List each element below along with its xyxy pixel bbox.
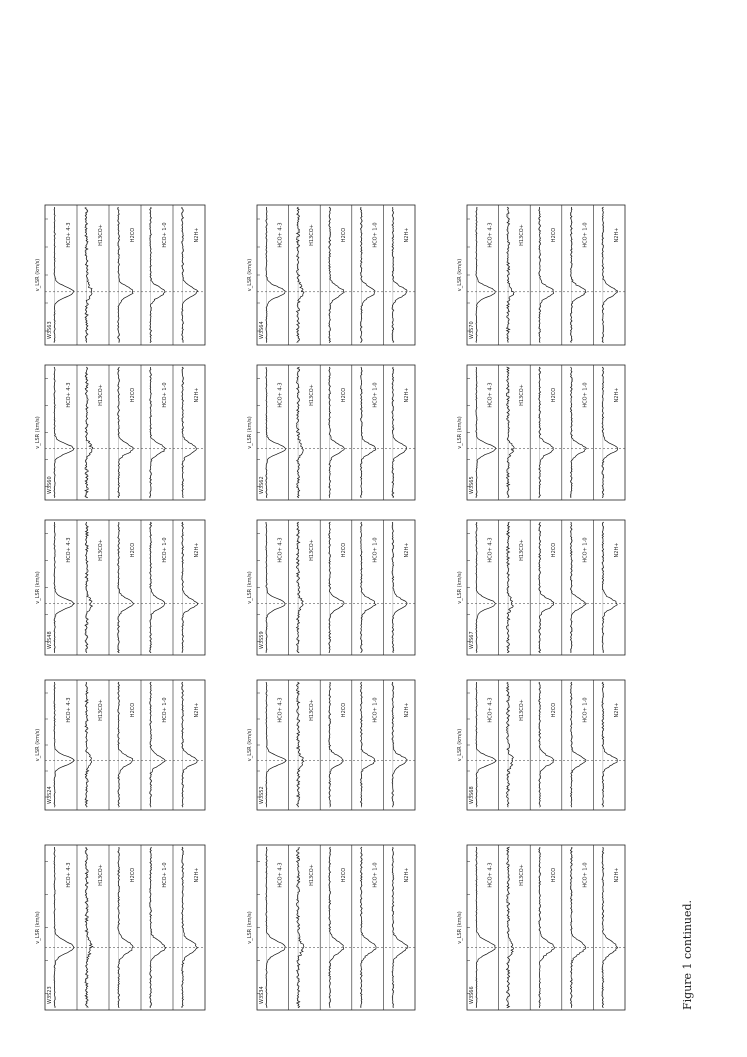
spectrum-trace xyxy=(507,522,514,653)
velocity-axis-label: v_LSR (km/s) xyxy=(247,258,253,292)
line-label: HCO+ 1-0 xyxy=(582,862,589,888)
spectrum-trace xyxy=(602,682,617,807)
line-label: H2CO xyxy=(340,542,347,558)
line-label: H13CO+ xyxy=(309,539,316,561)
spectrum-panel xyxy=(35,205,205,345)
line-label: HCO+ 4-3 xyxy=(277,862,284,888)
line-label: HCO+ 1-0 xyxy=(161,382,168,408)
spectrum-trace xyxy=(329,522,344,653)
spectrum-trace xyxy=(507,847,514,1008)
line-label: H13CO+ xyxy=(519,539,526,561)
spectrum-trace xyxy=(118,367,133,498)
source-label: W3S60 xyxy=(47,476,53,494)
line-label: H13CO+ xyxy=(519,864,526,886)
spectrum-panel xyxy=(35,845,205,1010)
spectrum-trace xyxy=(602,207,621,343)
source-label: W3S70 xyxy=(469,321,475,339)
source-label: W3S65 xyxy=(469,476,475,494)
spectrum-trace xyxy=(392,682,407,807)
line-label: HCO+ 4-3 xyxy=(65,537,72,563)
line-label: N2H+ xyxy=(404,867,411,883)
line-label: HCO+ 1-0 xyxy=(161,697,168,723)
line-label: HCO+ 1-0 xyxy=(372,382,379,408)
spectrum-trace xyxy=(539,522,554,653)
line-label: N2H+ xyxy=(193,542,200,558)
velocity-axis-label: v_LSR (km/s) xyxy=(457,728,463,762)
line-label: H2CO xyxy=(550,702,557,718)
line-label: H13CO+ xyxy=(519,699,526,721)
spectrum-panel xyxy=(457,205,625,345)
line-label: HCO+ 4-3 xyxy=(65,697,72,723)
line-label: H2CO xyxy=(340,227,347,243)
spectrum-trace xyxy=(507,207,515,343)
line-label: HCO+ 1-0 xyxy=(582,537,589,563)
source-label: W3S63 xyxy=(47,321,53,339)
source-label: W3S34 xyxy=(259,986,265,1004)
line-label: HCO+ 4-3 xyxy=(277,222,284,248)
spectrum-trace xyxy=(182,522,198,653)
spectrum-trace xyxy=(85,207,92,343)
source-label: W3S67 xyxy=(469,631,475,649)
spectrum-trace xyxy=(329,367,345,498)
line-label: H13CO+ xyxy=(97,699,104,721)
line-label: H2CO xyxy=(129,702,136,718)
spectrum-panel xyxy=(457,680,625,810)
line-label: HCO+ 4-3 xyxy=(277,537,284,563)
line-label: H2CO xyxy=(129,867,136,883)
line-label: H13CO+ xyxy=(97,864,104,886)
line-label: H2CO xyxy=(129,542,136,558)
spectrum-panel xyxy=(35,365,205,500)
spectrum-trace xyxy=(182,682,197,807)
velocity-axis-label: v_LSR (km/s) xyxy=(247,911,253,944)
spectrum-trace xyxy=(118,207,133,343)
line-label: N2H+ xyxy=(404,227,411,243)
line-label: H2CO xyxy=(129,387,136,403)
spectrum-trace xyxy=(329,682,343,807)
line-label: N2H+ xyxy=(193,227,200,243)
spectrum-panel xyxy=(35,680,205,810)
line-label: HCO+ 4-3 xyxy=(277,697,284,723)
spectrum-trace xyxy=(539,207,554,343)
spectrum-trace xyxy=(539,682,554,807)
line-label: N2H+ xyxy=(404,702,411,718)
line-label: H13CO+ xyxy=(519,224,526,246)
spectrum-trace xyxy=(507,682,514,807)
line-label: HCO+ 1-0 xyxy=(161,537,168,563)
line-label: H2CO xyxy=(550,387,557,403)
line-label: HCO+ 4-3 xyxy=(487,382,494,408)
line-label: N2H+ xyxy=(193,702,200,718)
line-label: HCO+ 4-3 xyxy=(487,697,494,723)
line-label: HCO+ 1-0 xyxy=(372,862,379,888)
spectrum-trace xyxy=(118,522,134,653)
line-label: HCO+ 1-0 xyxy=(372,697,379,723)
line-label: H2CO xyxy=(129,227,136,243)
line-label: H13CO+ xyxy=(309,224,316,246)
spectrum-trace xyxy=(297,847,304,1008)
line-label: N2H+ xyxy=(614,542,621,558)
line-label: H13CO+ xyxy=(309,699,316,721)
line-label: HCO+ 1-0 xyxy=(161,862,168,888)
spectrum-trace xyxy=(85,522,92,653)
spectrum-trace xyxy=(602,522,617,653)
velocity-axis-label: v_LSR (km/s) xyxy=(457,416,463,449)
line-label: H2CO xyxy=(340,867,347,883)
spectrum-panel xyxy=(457,520,625,655)
velocity-axis-label: v_LSR (km/s) xyxy=(35,416,41,449)
line-label: H2CO xyxy=(340,387,347,403)
line-label: H13CO+ xyxy=(519,384,526,406)
line-label: N2H+ xyxy=(614,702,621,718)
source-label: W3S48 xyxy=(47,631,53,649)
line-label: N2H+ xyxy=(614,387,621,403)
source-label: W3S64 xyxy=(259,321,265,339)
spectrum-panel xyxy=(247,205,415,345)
line-label: H2CO xyxy=(550,542,557,558)
spectrum-panel xyxy=(35,520,205,655)
spectrum-trace xyxy=(602,367,621,498)
velocity-axis-label: v_LSR (km/s) xyxy=(35,258,41,292)
line-label: N2H+ xyxy=(404,542,411,558)
spectrum-trace xyxy=(507,367,515,498)
spectrum-trace xyxy=(85,682,91,807)
line-label: N2H+ xyxy=(404,387,411,403)
spectrum-panel xyxy=(247,845,415,1010)
line-label: HCO+ 4-3 xyxy=(65,222,72,248)
line-label: HCO+ 4-3 xyxy=(277,382,284,408)
line-label: HCO+ 1-0 xyxy=(372,222,379,248)
line-label: N2H+ xyxy=(193,867,200,883)
spectrum-trace xyxy=(182,207,198,343)
velocity-axis-label: v_LSR (km/s) xyxy=(457,258,463,292)
spectrum-trace xyxy=(182,367,197,498)
spectrum-panel xyxy=(457,845,625,1010)
velocity-axis-label: v_LSR (km/s) xyxy=(35,911,41,944)
spectrum-trace xyxy=(329,207,345,343)
spectrum-trace xyxy=(392,207,407,343)
line-label: HCO+ 4-3 xyxy=(487,537,494,563)
source-label: W3S68 xyxy=(469,786,475,804)
source-label: W3S52 xyxy=(259,786,265,804)
line-label: HCO+ 4-3 xyxy=(65,382,72,408)
line-label: H13CO+ xyxy=(97,224,104,246)
line-label: H2CO xyxy=(550,867,557,883)
line-label: HCO+ 1-0 xyxy=(161,222,168,248)
spectrum-trace xyxy=(392,367,407,498)
line-label: N2H+ xyxy=(614,867,621,883)
source-label: W3S62 xyxy=(259,476,265,494)
spectrum-trace xyxy=(297,682,304,807)
spectrum-trace xyxy=(85,847,93,1008)
line-label: H2CO xyxy=(340,702,347,718)
spectrum-trace xyxy=(297,367,304,498)
velocity-axis-label: v_LSR (km/s) xyxy=(457,571,463,604)
line-label: H13CO+ xyxy=(309,864,316,886)
spectrum-trace xyxy=(392,522,407,653)
line-label: N2H+ xyxy=(614,227,621,243)
spectrum-panel xyxy=(247,520,415,655)
spectrum-trace xyxy=(297,522,304,653)
spectrum-panel xyxy=(247,365,415,500)
line-label: HCO+ 4-3 xyxy=(487,222,494,248)
line-label: N2H+ xyxy=(193,387,200,403)
line-label: H13CO+ xyxy=(309,384,316,406)
spectrum-panel xyxy=(457,365,625,500)
source-label: W3S66 xyxy=(469,986,475,1004)
velocity-axis-label: v_LSR (km/s) xyxy=(457,911,463,944)
velocity-axis-label: v_LSR (km/s) xyxy=(247,728,253,762)
velocity-axis-label: v_LSR (km/s) xyxy=(247,571,253,604)
line-label: H2CO xyxy=(550,227,557,243)
spectrum-trace xyxy=(118,682,133,807)
spectrum-trace xyxy=(539,367,554,498)
spectrum-trace xyxy=(297,207,305,343)
line-label: HCO+ 4-3 xyxy=(65,862,72,888)
line-label: HCO+ 1-0 xyxy=(582,382,589,408)
line-label: H13CO+ xyxy=(97,539,104,561)
figure-caption: Figure 1 continued. xyxy=(681,899,694,1010)
velocity-axis-label: v_LSR (km/s) xyxy=(247,416,253,449)
velocity-axis-label: v_LSR (km/s) xyxy=(35,728,41,762)
line-label: HCO+ 4-3 xyxy=(487,862,494,888)
spectrum-panel xyxy=(247,680,415,810)
spectrum-trace xyxy=(85,367,93,498)
line-label: HCO+ 1-0 xyxy=(582,222,589,248)
source-label: W3S59 xyxy=(259,631,265,649)
velocity-axis-label: v_LSR (km/s) xyxy=(35,571,41,604)
source-label: W3S23 xyxy=(47,986,53,1004)
line-label: H13CO+ xyxy=(97,384,104,406)
line-label: HCO+ 1-0 xyxy=(582,697,589,723)
source-label: W3S24 xyxy=(47,786,53,804)
line-label: HCO+ 1-0 xyxy=(372,537,379,563)
